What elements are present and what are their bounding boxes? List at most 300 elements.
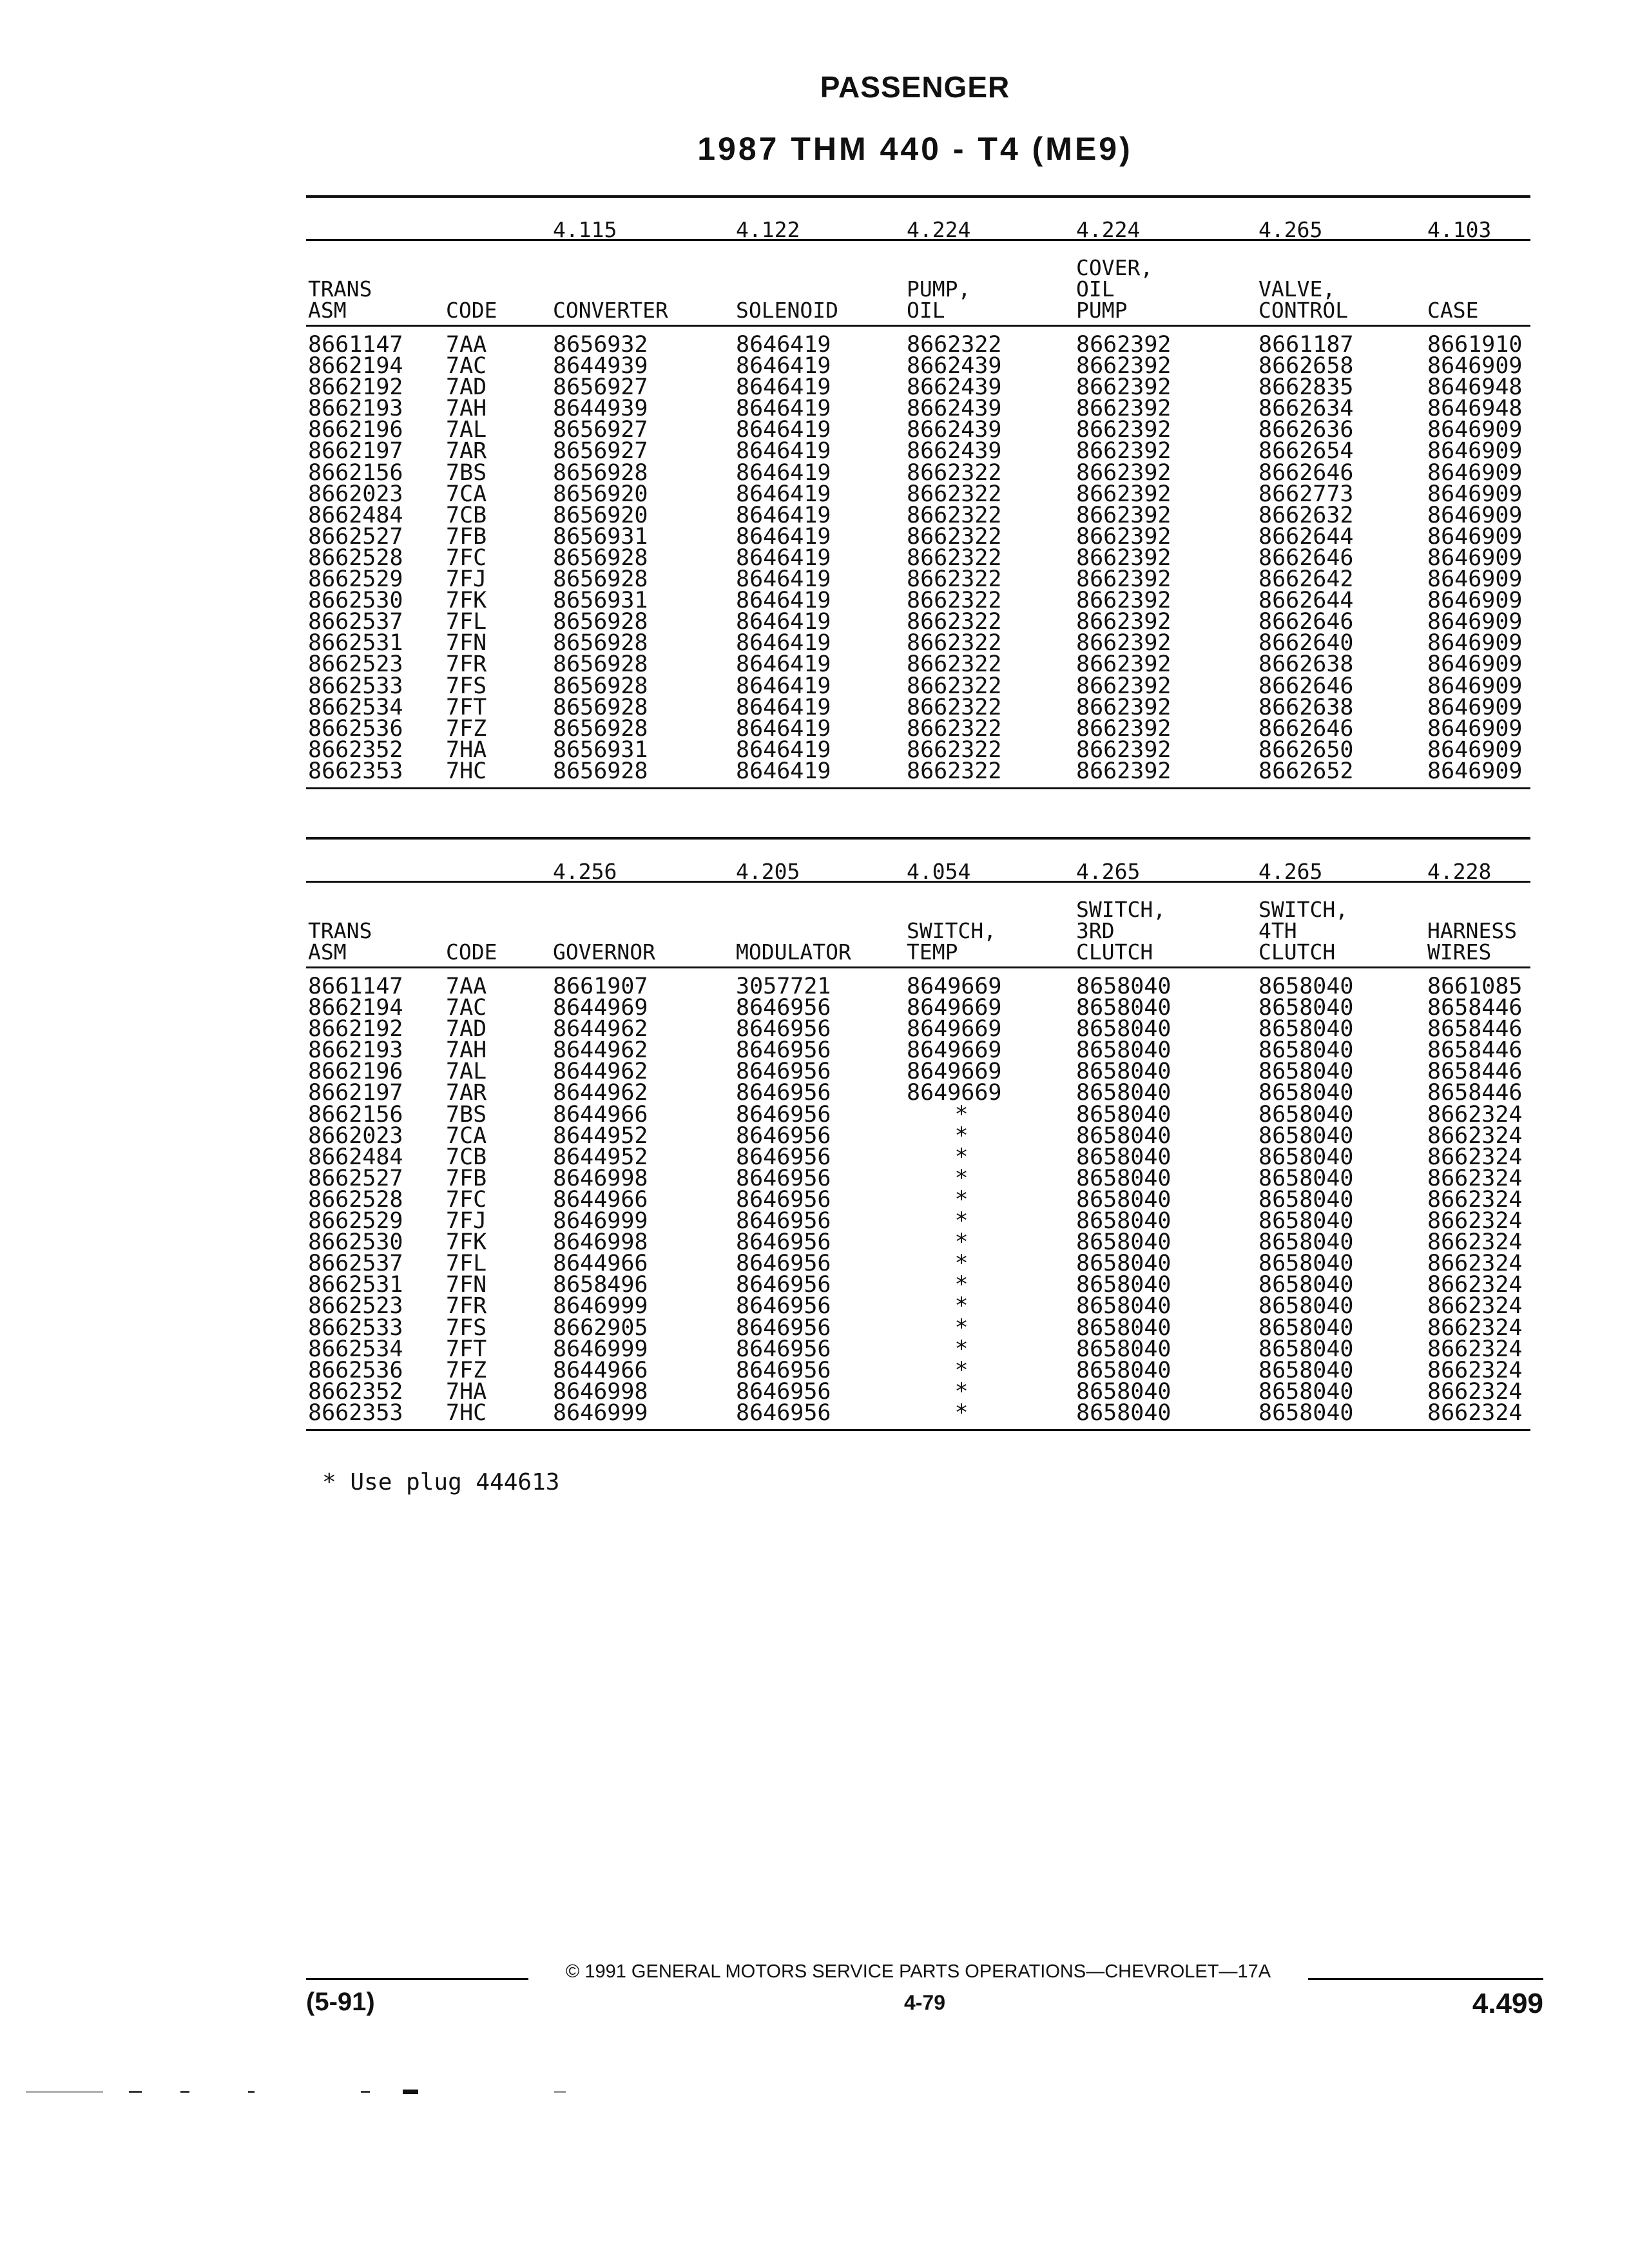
- table-cell: 8662534: [308, 694, 403, 720]
- table-cell: 8646956: [736, 1251, 831, 1277]
- table-cell: 8646419: [736, 651, 831, 678]
- table-cell: 8658040: [1076, 1208, 1171, 1235]
- table-cell: 8662392: [1076, 332, 1171, 358]
- table-cell: 8662646: [1258, 673, 1354, 699]
- table-row: [306, 1082, 1530, 1104]
- table-cell: 8662523: [308, 1293, 403, 1320]
- table-cell: 8656928: [553, 609, 648, 635]
- table-cell: 8662324: [1427, 1336, 1523, 1362]
- table-cell: 8662192: [308, 374, 403, 401]
- table-cell: 8662528: [308, 1186, 403, 1213]
- table-cell: 8658446: [1427, 1059, 1523, 1085]
- table-cell: 8662638: [1258, 651, 1354, 678]
- header-governor: GOVERNOR: [553, 939, 655, 965]
- table-cell: 8656931: [553, 523, 648, 550]
- table-row: [306, 523, 1530, 550]
- table-cell: 8662654: [1258, 438, 1354, 465]
- header-harness-wires: HARNESS WIRES: [1427, 918, 1518, 965]
- table-cell: 8646909: [1427, 544, 1523, 571]
- table-row: [306, 502, 1530, 528]
- table-cell: 7FR: [446, 1293, 487, 1320]
- table-cell: 8646956: [736, 1059, 831, 1085]
- table-cell: 7HA: [446, 1378, 487, 1405]
- speck: [361, 2091, 370, 2093]
- table-cell: 8658040: [1258, 1378, 1354, 1405]
- table-cell: 8646909: [1427, 651, 1523, 678]
- table-cell: 8646948: [1427, 374, 1523, 401]
- table-cell: 8646419: [736, 736, 831, 763]
- table-cell: 8646419: [736, 481, 831, 507]
- table-cell: 8658040: [1076, 1037, 1171, 1064]
- page-number: 4.499: [1472, 1988, 1543, 2019]
- table-cell: 8662392: [1076, 758, 1171, 784]
- table-cell: 8658040: [1076, 1186, 1171, 1213]
- table-cell: 7FN: [446, 630, 487, 657]
- table-cell: 8662322: [907, 523, 1002, 550]
- table-cell: 8658040: [1076, 1229, 1171, 1256]
- table-cell: 8662392: [1076, 481, 1171, 507]
- table-cell: 8646909: [1427, 673, 1523, 699]
- table-cell: 8646909: [1427, 459, 1523, 486]
- speck: [129, 2091, 142, 2093]
- table-cell: *: [954, 1144, 969, 1170]
- table-cell: 7FK: [446, 588, 487, 614]
- table-cell: 7FJ: [446, 566, 487, 593]
- table-cell: 8656928: [553, 673, 648, 699]
- table-cell: 8662322: [907, 566, 1002, 593]
- table-cell: 7AR: [446, 438, 487, 465]
- table-cell: 8662352: [308, 1378, 403, 1405]
- table-cell: 8658040: [1076, 1080, 1171, 1106]
- table-cell: 8658040: [1076, 974, 1171, 999]
- table-cell: 8656928: [553, 544, 648, 571]
- table-cell: 8662193: [308, 396, 403, 422]
- table-row: [306, 673, 1530, 699]
- table-cell: 7AA: [446, 974, 487, 999]
- table-cell: 7FB: [446, 523, 487, 550]
- table-cell: 8662392: [1076, 544, 1171, 571]
- header-valve-control: VALVE, CONTROL: [1258, 276, 1349, 323]
- table-cell: 8646419: [736, 523, 831, 550]
- table-cell: 8646909: [1427, 588, 1523, 614]
- table-cell: 8646419: [736, 673, 831, 699]
- table-cell: 8658040: [1258, 1165, 1354, 1191]
- table-cell: *: [954, 1357, 969, 1383]
- table-cell: *: [954, 1293, 969, 1320]
- table-cell: 8662324: [1427, 1399, 1523, 1426]
- table-cell: 8662439: [907, 438, 1002, 465]
- table-cell: 8662392: [1076, 588, 1171, 614]
- table-cell: 8662484: [308, 502, 403, 528]
- table-cell: 8656928: [553, 758, 648, 784]
- table-cell: 7FS: [446, 1314, 487, 1341]
- table-cell: 8644966: [553, 1101, 648, 1128]
- table-cell: 8646998: [553, 1378, 648, 1405]
- table-cell: 8658040: [1076, 995, 1171, 1021]
- header-case: CASE: [1427, 298, 1479, 323]
- table-cell: 8646419: [736, 417, 831, 443]
- table-cell: 7AL: [446, 417, 487, 443]
- table-cell: 8646909: [1427, 630, 1523, 657]
- table-row: [306, 1314, 1530, 1341]
- table-cell: 8658040: [1258, 1186, 1354, 1213]
- table-cell: 8662322: [907, 736, 1002, 763]
- table-cell: 8662193: [308, 1037, 403, 1064]
- table-cell: 8646998: [553, 1165, 648, 1191]
- table-cell: 8646909: [1427, 694, 1523, 720]
- table-row: [306, 1144, 1530, 1170]
- table-cell: 7FT: [446, 694, 487, 720]
- table-cell: 8662322: [907, 502, 1002, 528]
- table-cell: 8646956: [736, 1165, 831, 1191]
- table-cell: 8662392: [1076, 673, 1171, 699]
- table-cell: 8658040: [1076, 1357, 1171, 1383]
- table-row: [306, 1101, 1530, 1128]
- table-cell: 8662835: [1258, 374, 1354, 401]
- table-cell: 8658040: [1258, 1037, 1354, 1064]
- table-cell: 8662537: [308, 609, 403, 635]
- table-cell: 8646419: [736, 374, 831, 401]
- table-cell: 8658040: [1258, 1336, 1354, 1362]
- page-footer: [306, 1952, 1543, 2030]
- table-cell: 8658040: [1076, 1016, 1171, 1043]
- table-cell: 8646909: [1427, 523, 1523, 550]
- table-cell: 8661910: [1427, 332, 1523, 358]
- table-cell: 7FT: [446, 1336, 487, 1362]
- table-cell: 8646909: [1427, 502, 1523, 528]
- header-switch-temp: SWITCH, TEMP: [907, 918, 997, 965]
- table-cell: 7FS: [446, 673, 487, 699]
- table-cell: 8646999: [553, 1208, 648, 1235]
- table-cell: 8662484: [308, 1144, 403, 1170]
- table-cell: 8662196: [308, 417, 403, 443]
- header-switch-4th-clutch: SWITCH, 4TH CLUTCH: [1258, 897, 1349, 965]
- table-cell: 8662392: [1076, 736, 1171, 763]
- table-cell: 8658040: [1076, 1293, 1171, 1320]
- ref-governor: 4.256: [553, 859, 617, 884]
- table-cell: 8644962: [553, 1080, 648, 1106]
- table-row: [306, 438, 1530, 465]
- scan-specks: [26, 2091, 606, 2104]
- table-cell: 8658040: [1258, 1357, 1354, 1383]
- table-cell: 8646419: [736, 609, 831, 635]
- table-cell: 8646956: [736, 995, 831, 1021]
- table-cell: 8662194: [308, 995, 403, 1021]
- table-cell: 8662392: [1076, 651, 1171, 678]
- table-cell: 8658040: [1258, 1272, 1354, 1298]
- table-cell: 8662324: [1427, 1144, 1523, 1170]
- table-cell: 8644966: [553, 1186, 648, 1213]
- table-cell: 8662392: [1076, 353, 1171, 380]
- table-cell: 8649669: [907, 974, 1002, 999]
- table-cell: 8646419: [736, 332, 831, 358]
- table-cell: 8662646: [1258, 459, 1354, 486]
- table-cell: 8646956: [736, 1399, 831, 1426]
- table-cell: 8658040: [1076, 1101, 1171, 1128]
- table-cell: 8649669: [907, 1059, 1002, 1085]
- table-cell: 8658040: [1258, 1251, 1354, 1277]
- table-cell: 8646956: [736, 1144, 831, 1170]
- table-cell: 8656928: [553, 566, 648, 593]
- table-row: [306, 694, 1530, 720]
- table-cell: 8662322: [907, 459, 1002, 486]
- table-cell: *: [954, 1314, 969, 1341]
- section-reference-row: [306, 840, 1530, 884]
- table-cell: 7FK: [446, 1229, 487, 1256]
- table-cell: 8644969: [553, 995, 648, 1021]
- table-cell: 8662392: [1076, 417, 1171, 443]
- table-cell: 8662322: [907, 673, 1002, 699]
- table-cell: 8662533: [308, 1314, 403, 1341]
- table-cell: 8662392: [1076, 438, 1171, 465]
- ref-valve-control: 4.265: [1258, 217, 1323, 242]
- speck: [248, 2091, 255, 2093]
- table-row: [306, 459, 1530, 486]
- table-body: [306, 327, 1530, 787]
- ref-solenoid: 4.122: [736, 217, 800, 242]
- table-cell: 7BS: [446, 1101, 487, 1128]
- table-cell: 8646909: [1427, 566, 1523, 593]
- table-cell: 8646956: [736, 1080, 831, 1106]
- table-cell: 8644952: [553, 1144, 648, 1170]
- table-cell: 8646419: [736, 502, 831, 528]
- table-row: [306, 1378, 1530, 1405]
- table-cell: 7HC: [446, 758, 487, 784]
- table-cell: 8656931: [553, 736, 648, 763]
- table-cell: 8656928: [553, 715, 648, 742]
- table-cell: 7HC: [446, 1399, 487, 1426]
- table-cell: 8662640: [1258, 630, 1354, 657]
- table-row: [306, 715, 1530, 742]
- table-cell: 8658446: [1427, 1016, 1523, 1043]
- table-cell: 8662527: [308, 523, 403, 550]
- table-cell: 3057721: [736, 974, 831, 999]
- footer-rule-left: [306, 1978, 528, 1980]
- section-reference-row: [306, 198, 1530, 242]
- table-row: [306, 736, 1530, 763]
- table-cell: 8646956: [736, 1016, 831, 1043]
- table-cell: 8662531: [308, 630, 403, 657]
- table-cell: *: [954, 1122, 969, 1149]
- table-cell: 8662322: [907, 332, 1002, 358]
- table-cell: 8649669: [907, 1016, 1002, 1043]
- table-cell: 7CB: [446, 502, 487, 528]
- table-cell: 8662650: [1258, 736, 1354, 763]
- table-cell: 8662527: [308, 1165, 403, 1191]
- table-row: [306, 481, 1530, 507]
- table-cell: 8646956: [736, 1208, 831, 1235]
- table-row: [306, 1293, 1530, 1320]
- table-cell: 8646909: [1427, 609, 1523, 635]
- table-cell: 8662324: [1427, 1101, 1523, 1128]
- table-cell: 8662528: [308, 544, 403, 571]
- table-cell: *: [954, 1229, 969, 1256]
- table-cell: 8662529: [308, 566, 403, 593]
- table-cell: 8662439: [907, 374, 1002, 401]
- table-cell: 8662324: [1427, 1251, 1523, 1277]
- table-row: [306, 1336, 1530, 1362]
- table-cell: 8656927: [553, 374, 648, 401]
- table-cell: 8644962: [553, 1016, 648, 1043]
- table-cell: *: [954, 1208, 969, 1235]
- table-cell: 8646909: [1427, 353, 1523, 380]
- ref-harness-wires: 4.228: [1427, 859, 1492, 884]
- ref-converter: 4.115: [553, 217, 617, 242]
- table-cell: 8662392: [1076, 502, 1171, 528]
- table-cell: *: [954, 1378, 969, 1405]
- table-cell: 8656928: [553, 459, 648, 486]
- speck: [554, 2091, 566, 2093]
- table-cell: 8646419: [736, 438, 831, 465]
- table-cell: 8662197: [308, 1080, 403, 1106]
- ref-cover-oil-pump: 4.224: [1076, 217, 1141, 242]
- table-body: [306, 968, 1530, 1429]
- table-cell: 8662537: [308, 1251, 403, 1277]
- footer-rule-right: [1308, 1978, 1543, 1980]
- table-cell: 8646956: [736, 1293, 831, 1320]
- table-cell: 7FL: [446, 609, 487, 635]
- table-cell: 8662392: [1076, 523, 1171, 550]
- table-cell: 8646956: [736, 1101, 831, 1128]
- table-row: [306, 1357, 1530, 1383]
- table-cell: 8658446: [1427, 1080, 1523, 1106]
- table-cell: 8662023: [308, 481, 403, 507]
- table-cell: 7AC: [446, 353, 487, 380]
- table-cell: 8646419: [736, 715, 831, 742]
- table-cell: 8658040: [1258, 1059, 1354, 1085]
- table-cell: 8646909: [1427, 736, 1523, 763]
- table-cell: 8658040: [1258, 1208, 1354, 1235]
- table-cell: 8662439: [907, 396, 1002, 422]
- table-cell: 8662773: [1258, 481, 1354, 507]
- table-cell: 8658040: [1076, 1144, 1171, 1170]
- header-converter: CONVERTER: [553, 298, 668, 323]
- table-cell: 8662658: [1258, 353, 1354, 380]
- table-cell: 8662324: [1427, 1357, 1523, 1383]
- table-cell: 8644939: [553, 353, 648, 380]
- table-cell: 7FC: [446, 1186, 487, 1213]
- table-cell: 8646999: [553, 1336, 648, 1362]
- table-cell: 7FB: [446, 1165, 487, 1191]
- speck: [180, 2091, 189, 2093]
- table-cell: 8662439: [907, 353, 1002, 380]
- table-cell: 8662322: [907, 694, 1002, 720]
- table-cell: 8662392: [1076, 566, 1171, 593]
- table-cell: 8662156: [308, 459, 403, 486]
- table-cell: 8646999: [553, 1293, 648, 1320]
- table-cell: 8644966: [553, 1251, 648, 1277]
- table-cell: 8644939: [553, 396, 648, 422]
- ref-case: 4.103: [1427, 217, 1492, 242]
- table-cell: *: [954, 1272, 969, 1298]
- table-cell: 8658040: [1258, 1293, 1354, 1320]
- header-code: CODE: [446, 298, 497, 323]
- table-row: [306, 651, 1530, 678]
- table-cell: 8662392: [1076, 396, 1171, 422]
- table-cell: 8662392: [1076, 459, 1171, 486]
- table-cell: 8661907: [553, 974, 648, 999]
- table-cell: 8662536: [308, 1357, 403, 1383]
- table-cell: 8662324: [1427, 1122, 1523, 1149]
- table-cell: 8662194: [308, 353, 403, 380]
- table-cell: 7AA: [446, 332, 487, 358]
- header-modulator: MODULATOR: [736, 939, 851, 965]
- table-cell: 8649669: [907, 1037, 1002, 1064]
- table-cell: 8661147: [308, 332, 403, 358]
- table-cell: 8646956: [736, 1314, 831, 1341]
- table-cell: 8662392: [1076, 609, 1171, 635]
- table-cell: 8662392: [1076, 374, 1171, 401]
- table-cell: 7FL: [446, 1251, 487, 1277]
- table-cell: 8662644: [1258, 523, 1354, 550]
- table-cell: 8662324: [1427, 1314, 1523, 1341]
- table-cell: 8662023: [308, 1122, 403, 1149]
- table-cell: 8658040: [1076, 1272, 1171, 1298]
- table-cell: 8658040: [1258, 995, 1354, 1021]
- table-cell: 8646419: [736, 566, 831, 593]
- table-cell: 8662644: [1258, 588, 1354, 614]
- table-cell: 8662646: [1258, 715, 1354, 742]
- column-header-row: [306, 241, 1530, 325]
- table-cell: 7FZ: [446, 715, 487, 742]
- table-cell: 8662439: [907, 417, 1002, 443]
- table-cell: 8662322: [907, 609, 1002, 635]
- table-cell: 8658446: [1427, 995, 1523, 1021]
- parts-table-2: [306, 837, 1530, 1431]
- table-cell: 8658040: [1258, 1016, 1354, 1043]
- table-cell: 8662905: [553, 1314, 648, 1341]
- table-cell: 8662533: [308, 673, 403, 699]
- table-cell: 8646956: [736, 1357, 831, 1383]
- table-cell: 7AC: [446, 995, 487, 1021]
- table-cell: 8662322: [907, 588, 1002, 614]
- table-cell: 8662196: [308, 1059, 403, 1085]
- table-bottom-rule: [306, 1429, 1530, 1431]
- speck: [26, 2091, 103, 2093]
- header-code: CODE: [446, 939, 497, 965]
- table-cell: 8646956: [736, 1272, 831, 1298]
- table-cell: 8646956: [736, 1336, 831, 1362]
- table-cell: 8662392: [1076, 630, 1171, 657]
- table-cell: 8662642: [1258, 566, 1354, 593]
- table-cell: 8646419: [736, 459, 831, 486]
- table-cell: 8662523: [308, 651, 403, 678]
- table-cell: 8646956: [736, 1186, 831, 1213]
- table-cell: 8662530: [308, 588, 403, 614]
- table-cell: 8658040: [1258, 1101, 1354, 1128]
- ref-switch-3rd-clutch: 4.265: [1076, 859, 1141, 884]
- table-cell: 8662636: [1258, 417, 1354, 443]
- table-cell: 7FZ: [446, 1357, 487, 1383]
- table-cell: 8658040: [1258, 974, 1354, 999]
- table-cell: 8662531: [308, 1272, 403, 1298]
- table-cell: 8662324: [1427, 1293, 1523, 1320]
- table-cell: 7AH: [446, 1037, 487, 1064]
- table-cell: 8658040: [1258, 1144, 1354, 1170]
- table-cell: 7AL: [446, 1059, 487, 1085]
- table-cell: 8644962: [553, 1059, 648, 1085]
- table-cell: 8656920: [553, 481, 648, 507]
- table-cell: 8662638: [1258, 694, 1354, 720]
- table-cell: 8646956: [736, 1229, 831, 1256]
- table-cell: 8644962: [553, 1037, 648, 1064]
- parts-table-1: [306, 195, 1530, 789]
- table-cell: 8646419: [736, 396, 831, 422]
- table-cell: 8646948: [1427, 396, 1523, 422]
- table-cell: 8646419: [736, 588, 831, 614]
- table-cell: 8646909: [1427, 758, 1523, 784]
- section-page: 4-79: [903, 1991, 946, 2014]
